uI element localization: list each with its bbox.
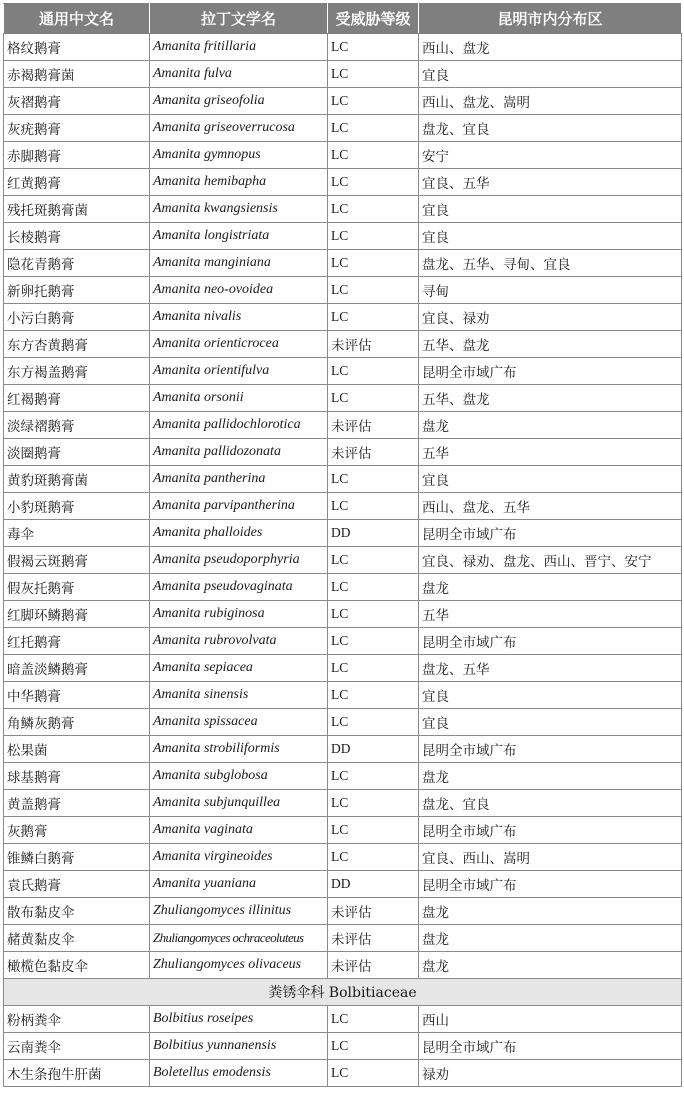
cell-latin-name: Amanita phalloides (150, 520, 328, 547)
cell-latin-name: Amanita subglobosa (150, 763, 328, 790)
cell-distribution: 盘龙 (419, 952, 682, 979)
cell-latin-name: Amanita kwangsiensis (150, 196, 328, 223)
cell-threat-level: LC (328, 169, 419, 196)
table-row (4, 1006, 682, 1033)
table-row (4, 466, 682, 493)
cell-distribution: 五华、盘龙 (419, 331, 682, 358)
cell-latin-name: Amanita pallidozonata (150, 439, 328, 466)
cell-distribution: 西山 (419, 1006, 682, 1033)
cell-distribution: 宜良 (419, 223, 682, 250)
cell-latin-name: Amanita spissacea (150, 709, 328, 736)
cell-latin-name: Amanita fulva (150, 61, 328, 88)
cell-distribution: 宜良 (419, 466, 682, 493)
cell-distribution: 西山、盘龙 (419, 34, 682, 61)
cell-latin-name: Amanita hemibapha (150, 169, 328, 196)
cell-latin-name: Amanita manginiana (150, 250, 328, 277)
cell-latin-name: Amanita griseoverrucosa (150, 115, 328, 142)
table-row (4, 304, 682, 331)
cell-common-name: 东方褐盖鹅膏 (4, 358, 150, 385)
table-row (4, 1033, 682, 1060)
cell-common-name: 松果菌 (4, 736, 150, 763)
cell-threat-level: 未评估 (328, 925, 419, 952)
family-heading: 粪锈伞科 Bolbitiaceae (4, 979, 682, 1006)
cell-common-name: 长棱鹅膏 (4, 223, 150, 250)
table-row (4, 898, 682, 925)
cell-distribution: 禄劝 (419, 1060, 682, 1087)
cell-distribution: 盘龙 (419, 898, 682, 925)
cell-common-name: 袁氏鹅膏 (4, 871, 150, 898)
cell-latin-name: Amanita pseudoporphyria (150, 547, 328, 574)
cell-common-name: 球基鹅膏 (4, 763, 150, 790)
cell-distribution: 盘龙 (419, 412, 682, 439)
cell-latin-name: Amanita yuaniana (150, 871, 328, 898)
cell-threat-level: LC (328, 655, 419, 682)
table-row (4, 844, 682, 871)
cell-threat-level: DD (328, 520, 419, 547)
cell-threat-level: LC (328, 223, 419, 250)
cell-common-name: 黄豹斑鹅膏菌 (4, 466, 150, 493)
cell-threat-level: LC (328, 709, 419, 736)
cell-common-name: 中华鹅膏 (4, 682, 150, 709)
cell-distribution: 昆明全市域广布 (419, 817, 682, 844)
table-row (4, 250, 682, 277)
cell-distribution: 盘龙 (419, 763, 682, 790)
table-row (4, 88, 682, 115)
cell-threat-level: DD (328, 736, 419, 763)
cell-common-name: 格纹鹅膏 (4, 34, 150, 61)
cell-latin-name: Amanita griseofolia (150, 88, 328, 115)
cell-latin-name: Amanita sinensis (150, 682, 328, 709)
cell-threat-level: LC (328, 1060, 419, 1087)
cell-common-name: 赤褐鹅膏菌 (4, 61, 150, 88)
header-latin-name: 拉丁文学名 (150, 4, 328, 34)
table-row (4, 61, 682, 88)
cell-latin-name: Zhuliangomyces illinitus (150, 898, 328, 925)
table-row (4, 385, 682, 412)
cell-threat-level: LC (328, 601, 419, 628)
cell-latin-name: Amanita orientifulva (150, 358, 328, 385)
cell-distribution: 五华、盘龙 (419, 385, 682, 412)
table-row (4, 115, 682, 142)
header-distribution: 昆明市内分布区 (419, 4, 682, 34)
cell-latin-name: Zhuliangomyces olivaceus (150, 952, 328, 979)
cell-threat-level: LC (328, 1006, 419, 1033)
family-heading-row (4, 979, 682, 1006)
table-row (4, 520, 682, 547)
header-common-name: 通用中文名 (4, 4, 150, 34)
cell-latin-name: Amanita pallidochlorotica (150, 412, 328, 439)
cell-threat-level: LC (328, 493, 419, 520)
cell-common-name: 假褐云斑鹅膏 (4, 547, 150, 574)
cell-common-name: 残托斑鹅膏菌 (4, 196, 150, 223)
cell-distribution: 昆明全市域广布 (419, 520, 682, 547)
table-row (4, 493, 682, 520)
cell-threat-level: LC (328, 277, 419, 304)
cell-latin-name: Boletellus emodensis (150, 1060, 328, 1087)
table-row (4, 547, 682, 574)
cell-latin-name: Amanita strobiliformis (150, 736, 328, 763)
cell-common-name: 锥鳞白鹅膏 (4, 844, 150, 871)
cell-distribution: 昆明全市域广布 (419, 358, 682, 385)
cell-distribution: 安宁 (419, 142, 682, 169)
table-row (4, 331, 682, 358)
cell-common-name: 小豹斑鹅膏 (4, 493, 150, 520)
cell-threat-level: 未评估 (328, 412, 419, 439)
cell-latin-name: Amanita pantherina (150, 466, 328, 493)
cell-threat-level: LC (328, 385, 419, 412)
cell-threat-level: LC (328, 466, 419, 493)
table-body (4, 34, 682, 1087)
cell-common-name: 黄盖鹅膏 (4, 790, 150, 817)
cell-common-name: 淡圈鹅膏 (4, 439, 150, 466)
table-row (4, 358, 682, 385)
cell-latin-name: Amanita nivalis (150, 304, 328, 331)
cell-latin-name: Amanita parvipantherina (150, 493, 328, 520)
cell-distribution: 五华 (419, 601, 682, 628)
cell-common-name: 赤脚鹅膏 (4, 142, 150, 169)
table-row (4, 709, 682, 736)
cell-latin-name: Amanita rubrovolvata (150, 628, 328, 655)
table-row (4, 871, 682, 898)
table-row (4, 412, 682, 439)
cell-common-name: 隐花青鹅膏 (4, 250, 150, 277)
cell-distribution: 盘龙、宜良 (419, 115, 682, 142)
table-row (4, 763, 682, 790)
table-row (4, 1060, 682, 1087)
cell-latin-name: Amanita orienticrocea (150, 331, 328, 358)
cell-latin-name: Amanita pseudovaginata (150, 574, 328, 601)
cell-latin-name: Amanita gymnopus (150, 142, 328, 169)
cell-common-name: 毒伞 (4, 520, 150, 547)
cell-common-name: 散布黏皮伞 (4, 898, 150, 925)
cell-latin-name: Zhuliangomyces ochraceoluteus (150, 925, 328, 952)
cell-latin-name: Bolbitius yunnanensis (150, 1033, 328, 1060)
cell-latin-name: Amanita fritillaria (150, 34, 328, 61)
table-row (4, 277, 682, 304)
cell-common-name: 假灰托鹅膏 (4, 574, 150, 601)
cell-threat-level: DD (328, 871, 419, 898)
cell-common-name: 暗盖淡鳞鹅膏 (4, 655, 150, 682)
cell-threat-level: LC (328, 682, 419, 709)
cell-threat-level: LC (328, 88, 419, 115)
cell-latin-name: Amanita longistriata (150, 223, 328, 250)
cell-latin-name: Amanita neo-ovoidea (150, 277, 328, 304)
species-table (3, 3, 682, 1087)
table-row (4, 574, 682, 601)
cell-distribution: 宜良、西山、嵩明 (419, 844, 682, 871)
table-row (4, 196, 682, 223)
cell-threat-level: LC (328, 628, 419, 655)
cell-latin-name: Amanita subjunquillea (150, 790, 328, 817)
cell-threat-level: LC (328, 115, 419, 142)
cell-distribution: 宜良、禄劝 (419, 304, 682, 331)
table-row (4, 169, 682, 196)
cell-threat-level: LC (328, 1033, 419, 1060)
cell-distribution: 五华 (419, 439, 682, 466)
cell-distribution: 昆明全市域广布 (419, 736, 682, 763)
cell-threat-level: LC (328, 844, 419, 871)
cell-threat-level: 未评估 (328, 331, 419, 358)
cell-common-name: 角鳞灰鹅膏 (4, 709, 150, 736)
cell-threat-level: LC (328, 790, 419, 817)
cell-distribution: 西山、盘龙、五华 (419, 493, 682, 520)
table-row (4, 628, 682, 655)
cell-distribution: 宜良、五华 (419, 169, 682, 196)
cell-distribution: 宜良 (419, 709, 682, 736)
table-row (4, 601, 682, 628)
cell-threat-level: LC (328, 61, 419, 88)
cell-threat-level: 未评估 (328, 898, 419, 925)
cell-distribution: 盘龙 (419, 574, 682, 601)
cell-threat-level: LC (328, 196, 419, 223)
cell-common-name: 东方杏黄鹅膏 (4, 331, 150, 358)
table-row (4, 790, 682, 817)
cell-common-name: 红脚环鳞鹅膏 (4, 601, 150, 628)
cell-threat-level: LC (328, 763, 419, 790)
header-threat-level: 受威胁等级 (328, 4, 419, 34)
cell-threat-level: LC (328, 142, 419, 169)
cell-common-name: 粉柄粪伞 (4, 1006, 150, 1033)
cell-common-name: 木生条孢牛肝菌 (4, 1060, 150, 1087)
cell-threat-level: 未评估 (328, 439, 419, 466)
cell-latin-name: Amanita sepiacea (150, 655, 328, 682)
cell-common-name: 新卵托鹅膏 (4, 277, 150, 304)
cell-distribution: 盘龙 (419, 925, 682, 952)
cell-threat-level: LC (328, 547, 419, 574)
cell-common-name: 红黄鹅膏 (4, 169, 150, 196)
cell-threat-level: LC (328, 817, 419, 844)
table-row (4, 925, 682, 952)
cell-distribution: 西山、盘龙、嵩明 (419, 88, 682, 115)
cell-distribution: 宜良 (419, 61, 682, 88)
table-row (4, 34, 682, 61)
table-row (4, 682, 682, 709)
cell-common-name: 小污白鹅膏 (4, 304, 150, 331)
cell-latin-name: Amanita vaginata (150, 817, 328, 844)
table-row (4, 655, 682, 682)
table-row (4, 817, 682, 844)
cell-latin-name: Amanita rubiginosa (150, 601, 328, 628)
cell-common-name: 赭黄黏皮伞 (4, 925, 150, 952)
cell-distribution: 宜良、禄劝、盘龙、西山、晋宁、安宁 (419, 547, 682, 574)
cell-common-name: 淡绿褶鹅膏 (4, 412, 150, 439)
cell-distribution: 盘龙、五华 (419, 655, 682, 682)
cell-distribution: 昆明全市域广布 (419, 628, 682, 655)
cell-latin-name: Amanita virgineoides (150, 844, 328, 871)
cell-common-name: 橄榄色黏皮伞 (4, 952, 150, 979)
cell-distribution: 昆明全市域广布 (419, 1033, 682, 1060)
cell-distribution: 宜良 (419, 196, 682, 223)
cell-distribution: 盘龙、宜良 (419, 790, 682, 817)
cell-distribution: 盘龙、五华、寻甸、宜良 (419, 250, 682, 277)
table-row (4, 142, 682, 169)
cell-threat-level: LC (328, 250, 419, 277)
cell-threat-level: LC (328, 304, 419, 331)
cell-common-name: 灰鹅膏 (4, 817, 150, 844)
table-row (4, 223, 682, 250)
cell-common-name: 灰褶鹅膏 (4, 88, 150, 115)
cell-common-name: 红托鹅膏 (4, 628, 150, 655)
cell-common-name: 红褐鹅膏 (4, 385, 150, 412)
header-row (4, 4, 682, 34)
cell-latin-name: Bolbitius roseipes (150, 1006, 328, 1033)
table-row (4, 439, 682, 466)
cell-distribution: 宜良 (419, 682, 682, 709)
cell-distribution: 寻甸 (419, 277, 682, 304)
cell-threat-level: LC (328, 358, 419, 385)
cell-latin-name: Amanita orsonii (150, 385, 328, 412)
cell-threat-level: 未评估 (328, 952, 419, 979)
cell-threat-level: LC (328, 34, 419, 61)
table-row (4, 736, 682, 763)
cell-distribution: 昆明全市域广布 (419, 871, 682, 898)
cell-common-name: 云南粪伞 (4, 1033, 150, 1060)
cell-common-name: 灰疣鹅膏 (4, 115, 150, 142)
cell-threat-level: LC (328, 574, 419, 601)
table-row (4, 952, 682, 979)
